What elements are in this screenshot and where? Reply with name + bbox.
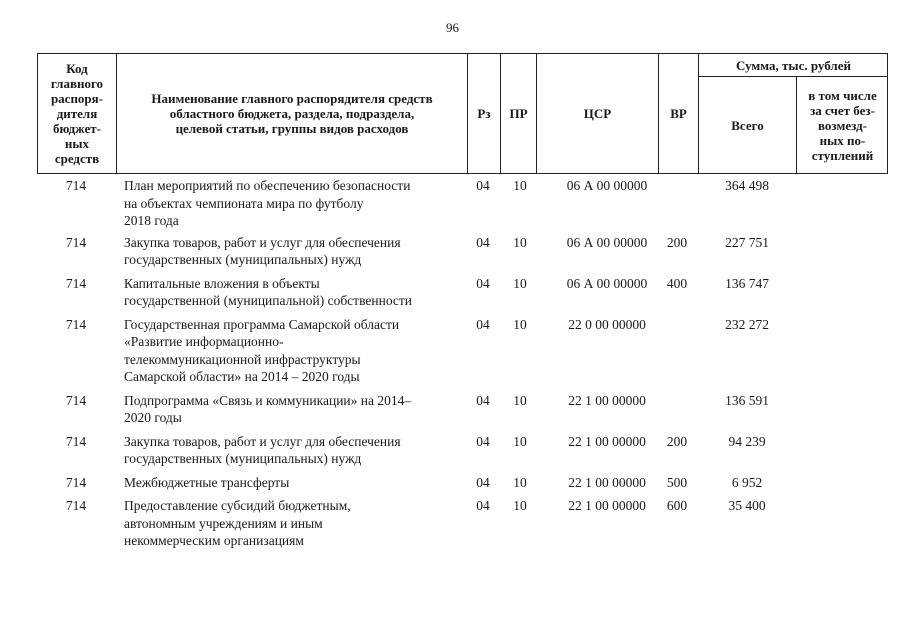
cell-total: 364 498 xyxy=(725,178,769,193)
cell-name: Межбюджетные трансферты xyxy=(124,474,290,490)
header-name: Наименование главного распорядителя средств областного бюджета, раздела, подраздела, целевой статьи, группы видов расходов xyxy=(151,91,433,136)
cell-rz: 04 xyxy=(476,178,490,193)
cell-pr: 10 xyxy=(513,474,527,490)
cell-vr: 200 xyxy=(666,433,688,449)
cell-csr: 22 1 00 00000 xyxy=(568,392,646,408)
table-row xyxy=(37,497,888,550)
header-total: Всего xyxy=(731,117,764,133)
cell-pr: 10 xyxy=(513,178,527,193)
header-free-receipts: в том числе за счет без- возмезд- ных по- ступлений xyxy=(808,87,877,163)
cell-pr: 10 xyxy=(513,498,527,513)
cell-csr: 22 1 00 00000 xyxy=(568,474,646,490)
cell-pr: 10 xyxy=(513,275,527,291)
cell-vr: 200 xyxy=(666,234,688,250)
cell-code: 714 xyxy=(65,178,87,193)
cell-rz: 04 xyxy=(476,316,490,332)
cell-csr: 06 А 00 00000 xyxy=(566,178,648,193)
cell-code: 714 xyxy=(65,234,87,250)
cell-vr: 500 xyxy=(666,474,688,490)
cell-csr: 06 А 00 00000 xyxy=(566,234,648,250)
cell-code: 714 xyxy=(65,474,87,490)
cell-total: 6 952 xyxy=(731,474,763,490)
cell-name: Подпрограмма «Связь и коммуникации» на 2014– 2020 годы xyxy=(124,392,412,425)
cell-rz: 04 xyxy=(476,474,490,490)
cell-code: 714 xyxy=(65,316,87,332)
table-row xyxy=(37,316,888,386)
cell-pr: 10 xyxy=(513,234,527,250)
cell-code: 714 xyxy=(65,392,87,408)
header-code: Код главного распоря- дителя бюджет- ных средств xyxy=(50,61,104,166)
cell-total: 136 591 xyxy=(725,392,769,408)
cell-vr: 400 xyxy=(666,275,688,291)
table-body xyxy=(37,175,888,550)
cell-total: 94 239 xyxy=(728,433,766,449)
cell-pr: 10 xyxy=(513,433,527,449)
cell-rz: 04 xyxy=(476,234,490,250)
page-number: 96 xyxy=(446,20,459,35)
header-rz: Рз xyxy=(477,106,491,121)
table-row xyxy=(37,234,888,269)
table-row xyxy=(37,177,888,230)
cell-rz: 04 xyxy=(476,275,490,291)
cell-csr: 22 1 00 00000 xyxy=(568,498,646,513)
table-row xyxy=(37,275,888,310)
cell-name: План мероприятий по обеспечению безопасности на объектах чемпионата мира по футболу 2018 года xyxy=(124,178,411,228)
table-row xyxy=(37,433,888,468)
cell-name: Закупка товаров, работ и услуг для обеспечения государственных (муниципальных) нужд xyxy=(124,234,401,267)
header-pr: ПР xyxy=(509,106,528,121)
header-sum-group: Сумма, тыс. рублей xyxy=(736,57,851,73)
cell-pr: 10 xyxy=(513,392,527,408)
cell-csr: 06 А 00 00000 xyxy=(566,275,648,291)
header-vr: ВР xyxy=(670,106,687,121)
cell-code: 714 xyxy=(65,433,87,449)
cell-code: 714 xyxy=(65,498,87,513)
cell-csr: 22 1 00 00000 xyxy=(568,433,646,449)
cell-name: Государственная программа Самарской области «Развитие информационно- телекоммуникационной инфраструктуры Самарской области» на 2014 – 2020 годы xyxy=(124,316,400,384)
cell-csr: 22 0 00 00000 xyxy=(568,316,646,332)
cell-pr: 10 xyxy=(513,316,527,332)
cell-name: Капитальные вложения в объекты государственной (муниципальной) собственности xyxy=(124,275,413,308)
cell-vr: 600 xyxy=(666,498,688,513)
cell-rz: 04 xyxy=(476,498,490,513)
cell-code: 714 xyxy=(65,275,87,291)
cell-total: 35 400 xyxy=(728,498,766,513)
cell-rz: 04 xyxy=(476,433,490,449)
table-row xyxy=(37,392,888,427)
cell-total: 227 751 xyxy=(725,234,769,250)
table-header xyxy=(37,53,888,174)
table-row xyxy=(37,474,888,492)
cell-total: 232 272 xyxy=(725,316,769,332)
cell-total: 136 747 xyxy=(725,275,769,291)
cell-rz: 04 xyxy=(476,392,490,408)
header-csr: ЦСР xyxy=(583,106,612,121)
cell-name: Предоставление субсидий бюджетным, автономным учреждениям и иным некоммерческим организациям xyxy=(124,498,351,548)
cell-name: Закупка товаров, работ и услуг для обеспечения государственных (муниципальных) нужд xyxy=(124,433,401,466)
